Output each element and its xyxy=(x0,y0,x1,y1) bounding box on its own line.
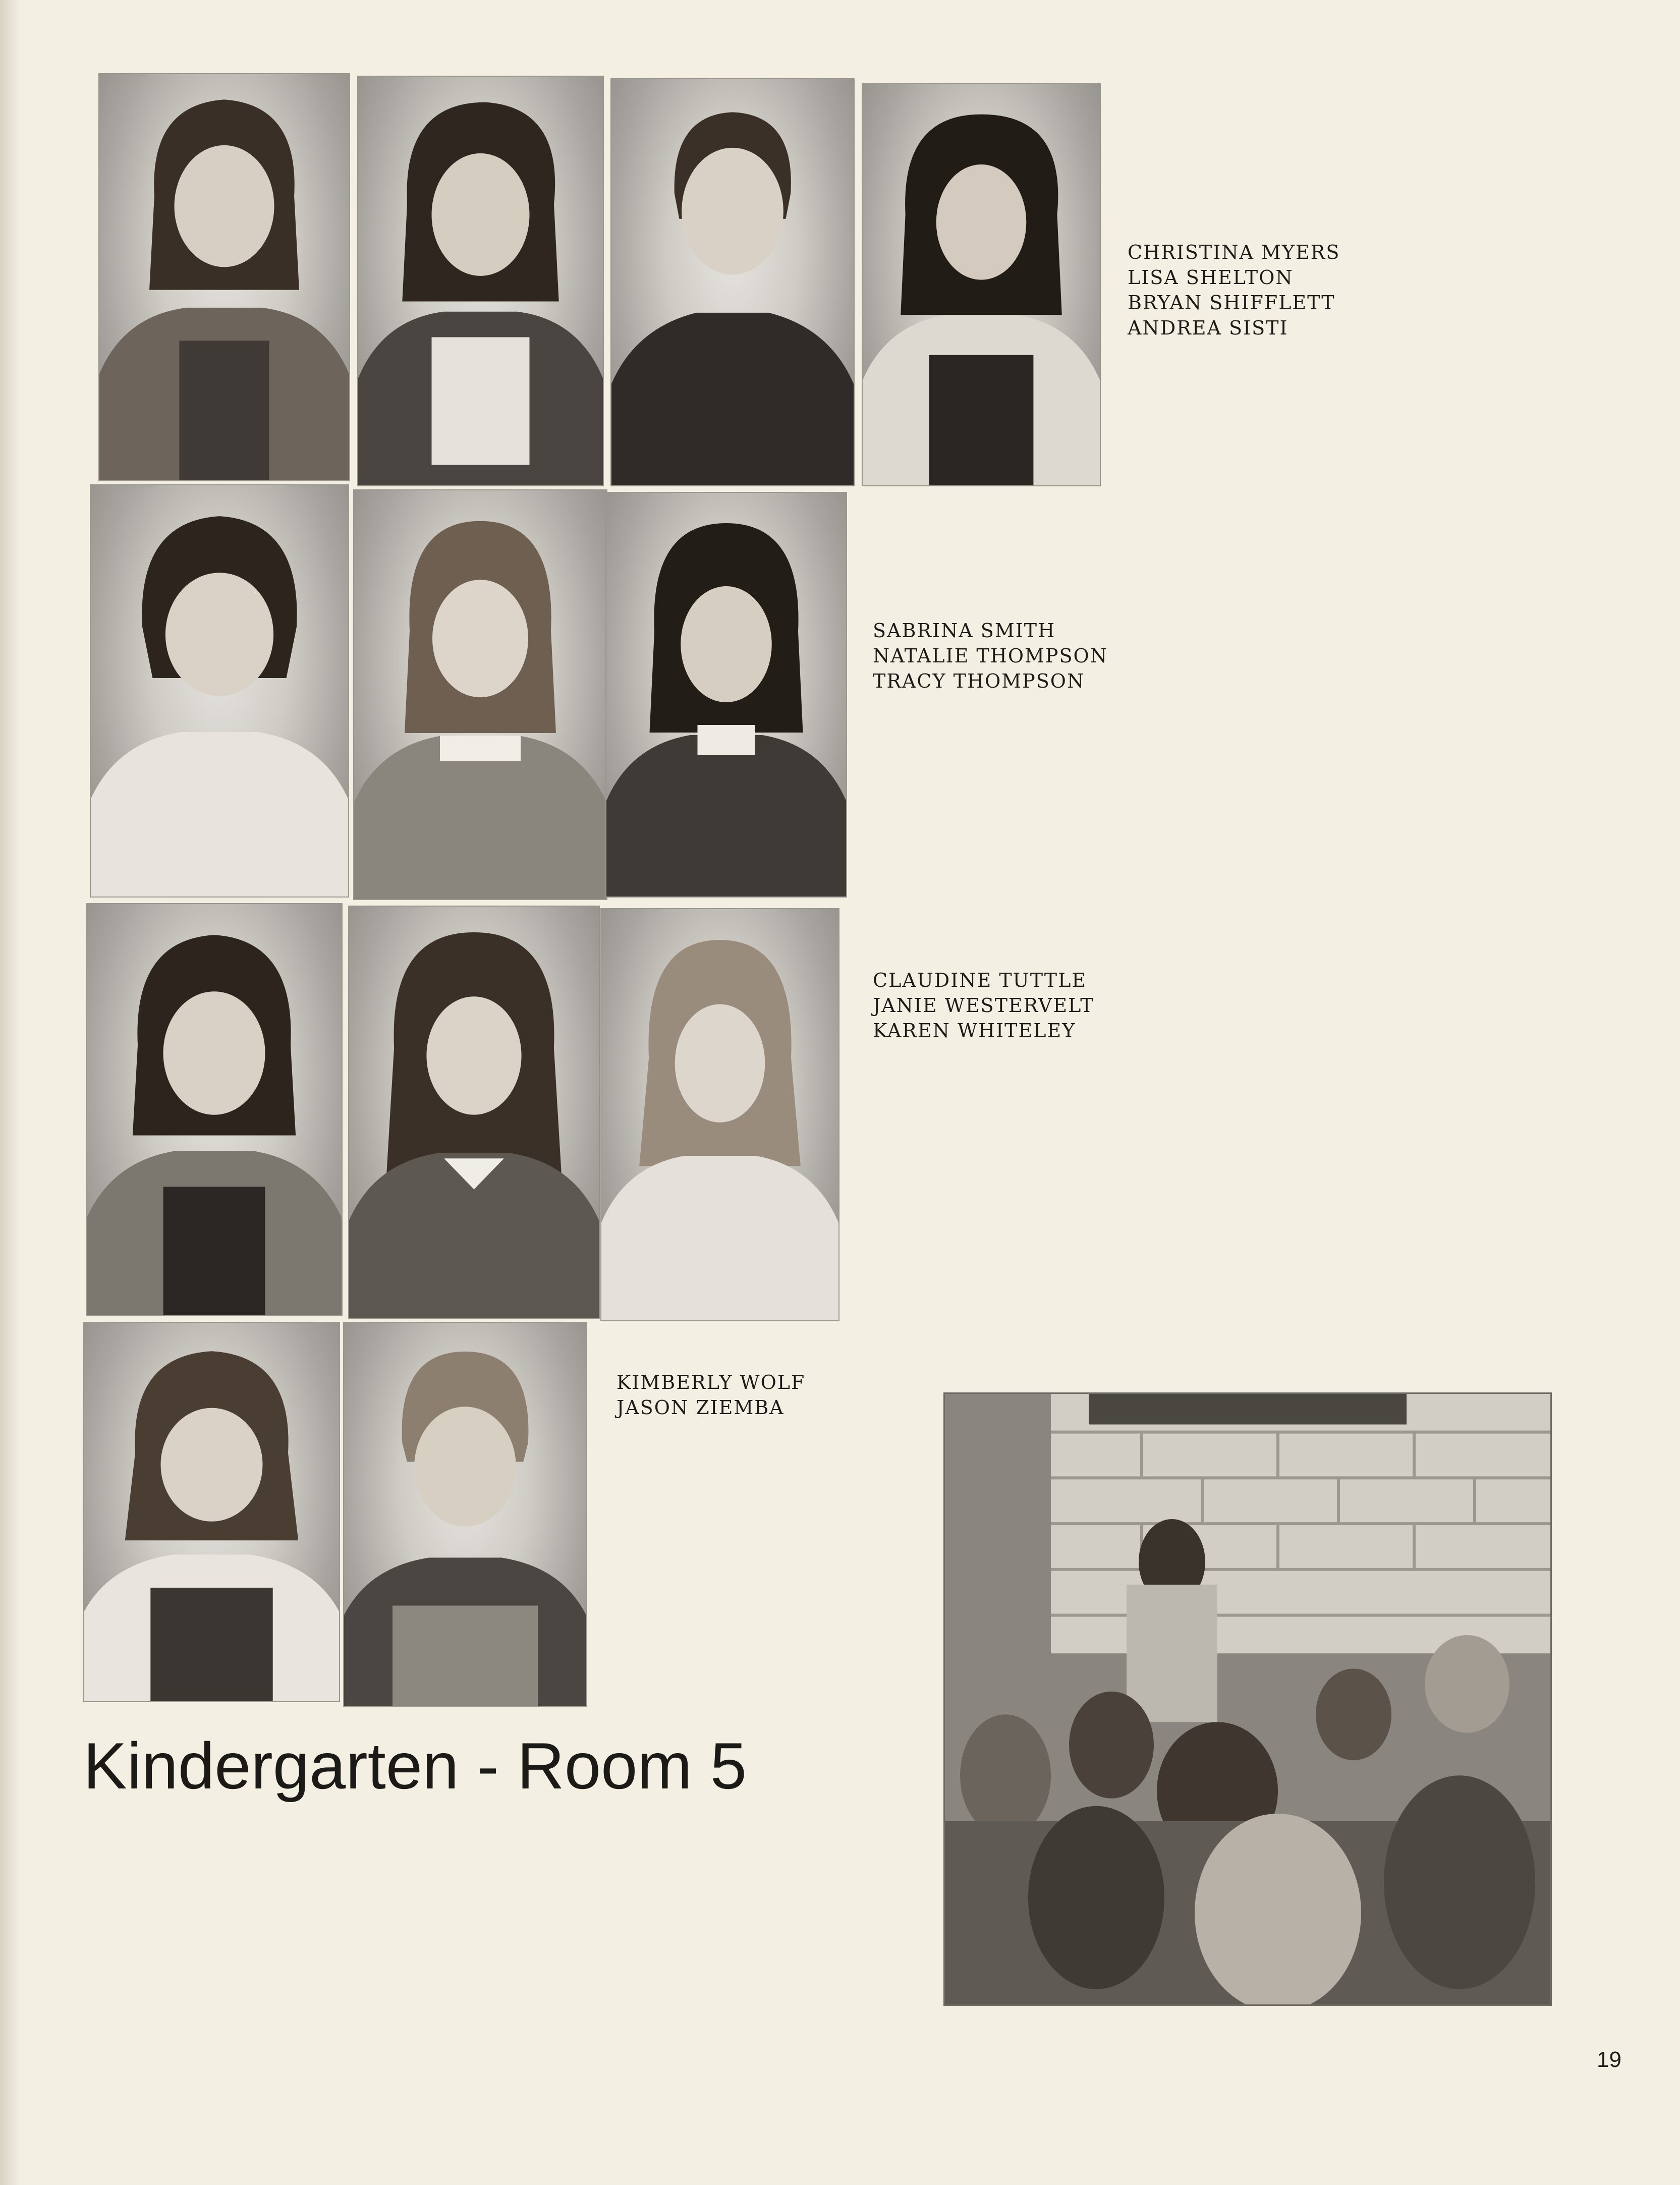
portrait-tracy-thompson xyxy=(605,492,847,898)
student-name: SABRINA SMITH xyxy=(873,620,1056,642)
student-name: CHRISTINA MYERS xyxy=(1128,241,1340,263)
portrait-sabrina-smith xyxy=(90,484,349,898)
portrait-andrea-sisti xyxy=(862,83,1101,486)
student-name: CLAUDINE TUTTLE xyxy=(873,969,1087,991)
student-name: JANIE WESTERVELT xyxy=(873,994,1094,1017)
portrait-karen-whiteley xyxy=(600,908,839,1321)
portrait-bryan-shifflett xyxy=(610,78,855,486)
page-title: Kindergarten - Room 5 xyxy=(83,1729,747,1803)
portrait-claudine-tuttle xyxy=(86,903,343,1316)
student-name: NATALIE THOMPSON xyxy=(873,645,1108,667)
names-row-1 xyxy=(1128,240,1340,341)
student-name: KAREN WHITELEY xyxy=(873,1020,1076,1042)
portrait-natalie-thompson xyxy=(353,489,607,900)
page-gutter xyxy=(0,0,20,2185)
portrait-lisa-shelton xyxy=(357,76,604,486)
portrait-jason-ziemba xyxy=(343,1322,587,1707)
portrait-janie-westervelt xyxy=(348,906,600,1319)
names-row-2 xyxy=(873,618,1108,694)
portrait-christina-myers xyxy=(98,73,350,481)
portrait-kimberly-wolf xyxy=(83,1322,340,1702)
student-name: TRACY THOMPSON xyxy=(873,670,1085,692)
student-name: LISA SHELTON xyxy=(1128,266,1294,289)
student-name: KIMBERLY WOLF xyxy=(617,1371,806,1393)
names-row-3 xyxy=(873,968,1094,1043)
student-name: JASON ZIEMBA xyxy=(617,1396,785,1419)
student-name: BRYAN SHIFFLETT xyxy=(1128,292,1335,314)
names-row-4 xyxy=(617,1370,805,1420)
candid-class-photo xyxy=(943,1392,1552,2006)
student-name: ANDREA SISTI xyxy=(1128,317,1289,339)
page-number: 19 xyxy=(1597,2047,1621,2072)
